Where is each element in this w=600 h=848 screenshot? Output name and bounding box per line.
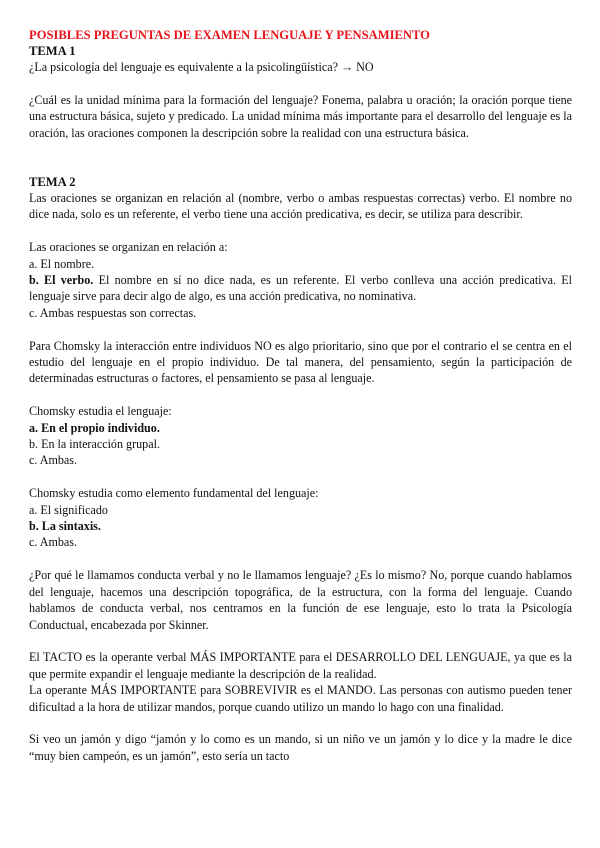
jamon-paragraph: Si veo un jamón y digo “jamón y lo como es un mando, si un niño ve un jamón y lo dice y la madre le dice “muy bien campeón, es un jamón”, esto sería un tacto — [29, 732, 572, 763]
spacer — [29, 633, 572, 649]
spacer — [29, 141, 572, 171]
document-title: POSIBLES PREGUNTAS DE EXAMEN LENGUAJE Y PENSAMIENTO — [29, 28, 430, 42]
option-a: a. El nombre. — [29, 256, 95, 271]
spacer — [29, 715, 572, 731]
question-stem: Chomsky estudia como elemento fundamental del lenguaje: — [29, 486, 319, 501]
spacer — [29, 321, 572, 337]
question-chomsky-2 — [29, 485, 572, 551]
tema1-question-2: ¿Cuál es la unidad mínima para la formación del lenguaje? Fonema, palabra u oración; la oración porque tiene una estructura básica, sujeto y predicado. La unidad mínima más importante para el desarrollo del lenguaje es la oración, las oraciones componen la descripción sobre la realidad con una estructura básica. — [29, 92, 572, 140]
tema2-heading: TEMA 2 — [29, 175, 76, 190]
tema1-question-1: ¿La psicología del lenguaje es equivalente a la psicolingüística? → NO — [29, 60, 374, 74]
option-b-correct: b. La sintaxis. — [29, 519, 101, 534]
question-stem: Las oraciones se organizan en relación a: — [29, 240, 228, 255]
tacto-paragraph: El TACTO es la operante verbal MÁS IMPORTANTE para el DESARROLLO DEL LENGUAJE, ya que es la que permite expandir el lenguaje mediante la descripción de la realidad. — [29, 650, 572, 681]
option-a-correct: a. En el propio individuo. — [29, 420, 160, 435]
option-b — [29, 272, 572, 305]
option-b: b. En la interacción grupal. — [29, 437, 160, 452]
spacer — [29, 223, 572, 239]
spacer — [29, 75, 572, 91]
tema2-intro: Las oraciones se organizan en relación al (nombre, verbo o ambas respuestas correctas) verbo. El nombre no dice nada, solo es un referente, el verbo tiene una acción predicativa, es decir, se utiliza para describir. — [29, 191, 572, 222]
chomsky-paragraph: Para Chomsky la interacción entre individuos NO es algo prioritario, sino que por el contrario el se centra en el estudio del lenguaje en el propio individuo. De tal manera, del pensamiento, según la participación de determinadas estructuras o factores, el pensamiento se pasa al lenguaje. — [29, 338, 572, 386]
conducta-verbal-paragraph: ¿Por qué le llamamos conducta verbal y no le llamamos lenguaje? ¿Es lo mismo? No, porque cuando hablamos del lenguaje, hacemos una descripción topográfica, de la estructura, con la forma del lenguaje. Cuando hablamos de conducta verbal, nos centramos en la función de ese lenguaje, esto lo trata la Psicología Conductual, encabezada por Skinner. — [29, 568, 572, 632]
option-c: c. Ambas respuestas son correctas. — [29, 305, 197, 320]
option-b-correct: b. El verbo. — [29, 273, 94, 288]
option-c: c. Ambas. — [29, 535, 78, 550]
spacer — [29, 387, 572, 403]
question-chomsky-1 — [29, 403, 572, 469]
question-oraciones — [29, 239, 572, 321]
option-a: a. El significado — [29, 502, 108, 517]
mando-paragraph: La operante MÁS IMPORTANTE para SOBREVIVIR es el MANDO. Las personas con autismo pueden tener dificultad a la hora de utilizar mandos, porque cuando utilizo un mando lo hago con una finalidad. — [29, 683, 572, 714]
spacer — [29, 469, 572, 485]
spacer — [29, 551, 572, 567]
question-stem: Chomsky estudia el lenguaje: — [29, 404, 172, 419]
tema1-heading: TEMA 1 — [29, 44, 76, 58]
option-b-explanation: El nombre en sí no dice nada, es un referente. El verbo conlleva una acción predicativa. El lenguaje sirve para decir algo de algo, es una acción predicativa, no nominativa. — [29, 273, 572, 304]
option-c: c. Ambas. — [29, 453, 78, 468]
